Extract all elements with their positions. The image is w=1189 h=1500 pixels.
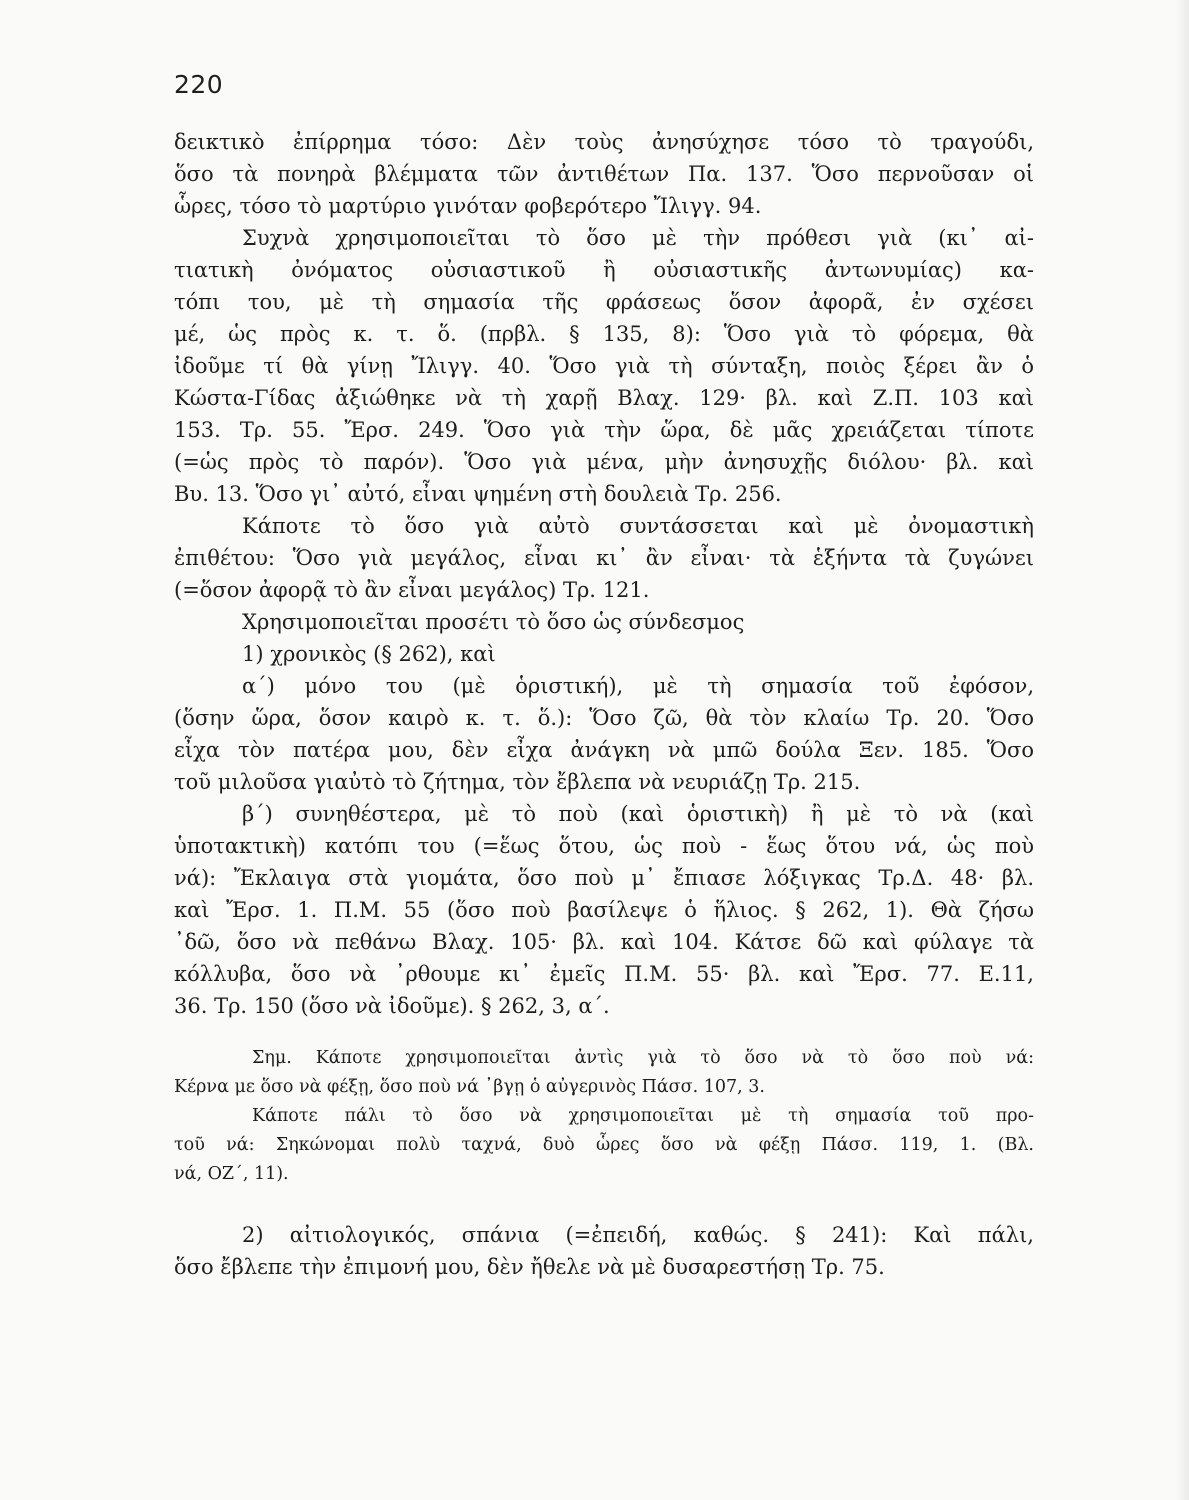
text-line: τόπι του, μὲ τὴ σημασία τῆς φράσεως ὅσον ἀφορᾶ, ἐν σχέσει — [174, 290, 1034, 314]
note-line: τοῦ νά: Σηκώνομαι πολὺ ταχνά, δυὸ ὧρες ὅσο νὰ φέξῃ Πάσσ. 119, 1. (Βλ. — [174, 1135, 1034, 1155]
body-text — [174, 126, 1034, 1283]
note-line: νά, ΟΖ΄, 11). — [174, 1164, 289, 1184]
text-line: καὶ Ἔρσ. 1. Π.Μ. 55 (ὅσο ποὺ βασίλεψε ὁ ἥλιος. § 262, 1). Θὰ ζήσω — [174, 898, 1034, 922]
note-line: Σημ. Κάποτε χρησιμοποιεῖται ἀντὶς γιὰ τὸ ὅσο νὰ τὸ ὅσο ποὺ νά: — [252, 1048, 1034, 1068]
text-line: Χρησιμοποιεῖται προσέτι τὸ ὅσο ὡς σύνδεσμος — [242, 610, 745, 634]
text-line: Κάποτε τὸ ὅσο γιὰ αὐτὸ συντάσσεται καὶ μὲ ὀνομαστικὴ — [242, 514, 1034, 538]
text-line: εἶχα τὸν πατέρα μου, δὲν εἶχα ἀνάγκη νὰ μπῶ δούλα Ξεν. 185. Ὅσο — [174, 738, 1034, 762]
text-line: νά): Ἔκλαιγα στὰ γιομάτα, ὅσο ποὺ μ᾽ ἔπιασε λόξιγκας Τρ.Δ. 48· βλ. — [174, 866, 1034, 890]
text-line: τιατικὴ ὀνόματος οὐσιαστικοῦ ἢ οὐσιαστικῆς ἀντωνυμίας) κα- — [174, 258, 1034, 282]
text-line: β΄) συνηθέστερα, μὲ τὸ ποὺ (καὶ ὁριστικὴ) ἢ μὲ τὸ νὰ (καὶ — [242, 802, 1034, 826]
text-line: ὧρες, τόσο τὸ μαρτύριο γινόταν φοβερότερο Ἴλιγγ. 94. — [174, 194, 762, 218]
text-line: (ὅσην ὥρα, ὅσον καιρὸ κ. τ. ὅ.): Ὅσο ζῶ, θὰ τὸν κλαίω Τρ. 20. Ὅσο — [174, 706, 1034, 730]
text-line: τοῦ μιλοῦσα γιαὐτὸ τὸ ζήτημα, τὸν ἔβλεπα νὰ νευριάζῃ Τρ. 215. — [174, 770, 861, 794]
note-line: Κάποτε πάλι τὸ ὅσο νὰ χρησιμοποιεῖται μὲ τὴ σημασία τοῦ προ- — [252, 1106, 1034, 1126]
text-line: 2) αἰτιολογικός, σπάνια (=ἐπειδή, καθώς. § 241): Καὶ πάλι, — [242, 1223, 1034, 1247]
section-2 — [174, 1219, 1034, 1283]
text-line: μέ, ὡς πρὸς κ. τ. ὅ. (πρβλ. § 135, 8): Ὅσο γιὰ τὸ φόρεμα, θὰ — [174, 322, 1034, 346]
text-line: Βυ. 13. Ὅσο γι᾽ αὐτό, εἶναι ψημένη στὴ δουλειὰ Τρ. 256. — [174, 482, 782, 506]
text-line: Κώστα-Γίδας ἀξιώθηκε νὰ τὴ χαρῇ Βλαχ. 129· βλ. καὶ Ζ.Π. 103 καὶ — [174, 386, 1034, 410]
text-line: ὅσο τὰ πονηρὰ βλέμματα τῶν ἀντιθέτων Πα. 137. Ὅσο περνοῦσαν οἱ — [174, 162, 1034, 186]
main-paragraphs — [174, 126, 1034, 1022]
text-line: ἰδοῦμε τί θὰ γίνῃ Ἴλιγγ. 40. Ὅσο γιὰ τὴ σύνταξη, ποιὸς ξέρει ἂν ὁ — [174, 354, 1034, 378]
text-line: ὑποτακτικὴ) κατόπι του (=ἕως ὅτου, ὡς ποὺ - ἕως ὅτου νά, ὡς ποὺ — [174, 834, 1034, 858]
page-number: 220 — [174, 70, 224, 99]
footnote — [174, 1044, 1034, 1189]
note-line: Κέρνα με ὅσο νὰ φέξῃ, ὅσο ποὺ νά ᾽βγῃ ὁ αὐγερινὸς Πάσσ. 107, 3. — [174, 1077, 765, 1097]
page-edge — [1175, 0, 1189, 1500]
text-line: ᾽δῶ, ὅσο νὰ πεθάνω Βλαχ. 105· βλ. καὶ 104. Κάτσε δῶ καὶ φύλαγε τὰ — [174, 930, 1034, 954]
text-line: ἐπιθέτου: Ὅσο γιὰ μεγάλος, εἶναι κι᾽ ἂν εἶναι· τὰ ἑξήντα τὰ ζυγώνει — [174, 546, 1034, 570]
text-line: (=ὡς πρὸς τὸ παρόν). Ὅσο γιὰ μένα, μὴν ἀνησυχῇς διόλου· βλ. καὶ — [174, 450, 1034, 474]
text-line: α΄) μόνο του (μὲ ὁριστική), μὲ τὴ σημασία τοῦ ἐφόσον, — [242, 674, 1034, 698]
text-line: δεικτικὸ ἐπίρρημα τόσο: Δὲν τοὺς ἀνησύχησε τόσο τὸ τραγούδι, — [174, 130, 1034, 154]
text-line: κόλλυβα, ὅσο νὰ ᾽ρθουμε κι᾽ ἐμεῖς Π.Μ. 55· βλ. καὶ Ἔρσ. 77. Ε.11, — [174, 962, 1034, 986]
text-line: 153. Τρ. 55. Ἔρσ. 249. Ὅσο γιὰ τὴν ὥρα, δὲ μᾶς χρειάζεται τίποτε — [174, 418, 1034, 442]
text-line: ὅσο ἔβλεπε τὴν ἐπιμονή μου, δὲν ἤθελε νὰ μὲ δυσαρεστήσῃ Τρ. 75. — [174, 1255, 885, 1279]
text-line: 1) χρονικὸς (§ 262), καὶ — [242, 642, 496, 666]
text-line: 36. Τρ. 150 (ὅσο νὰ ἰδοῦμε). § 262, 3, α΄. — [174, 994, 610, 1018]
text-line: Συχνὰ χρησιμοποιεῖται τὸ ὅσο μὲ τὴν πρόθεσι γιὰ (κι᾽ αἰ- — [242, 226, 1034, 250]
text-line: (=ὅσον ἀφορᾷ τὸ ἂν εἶναι μεγάλος) Τρ. 121. — [174, 578, 650, 602]
